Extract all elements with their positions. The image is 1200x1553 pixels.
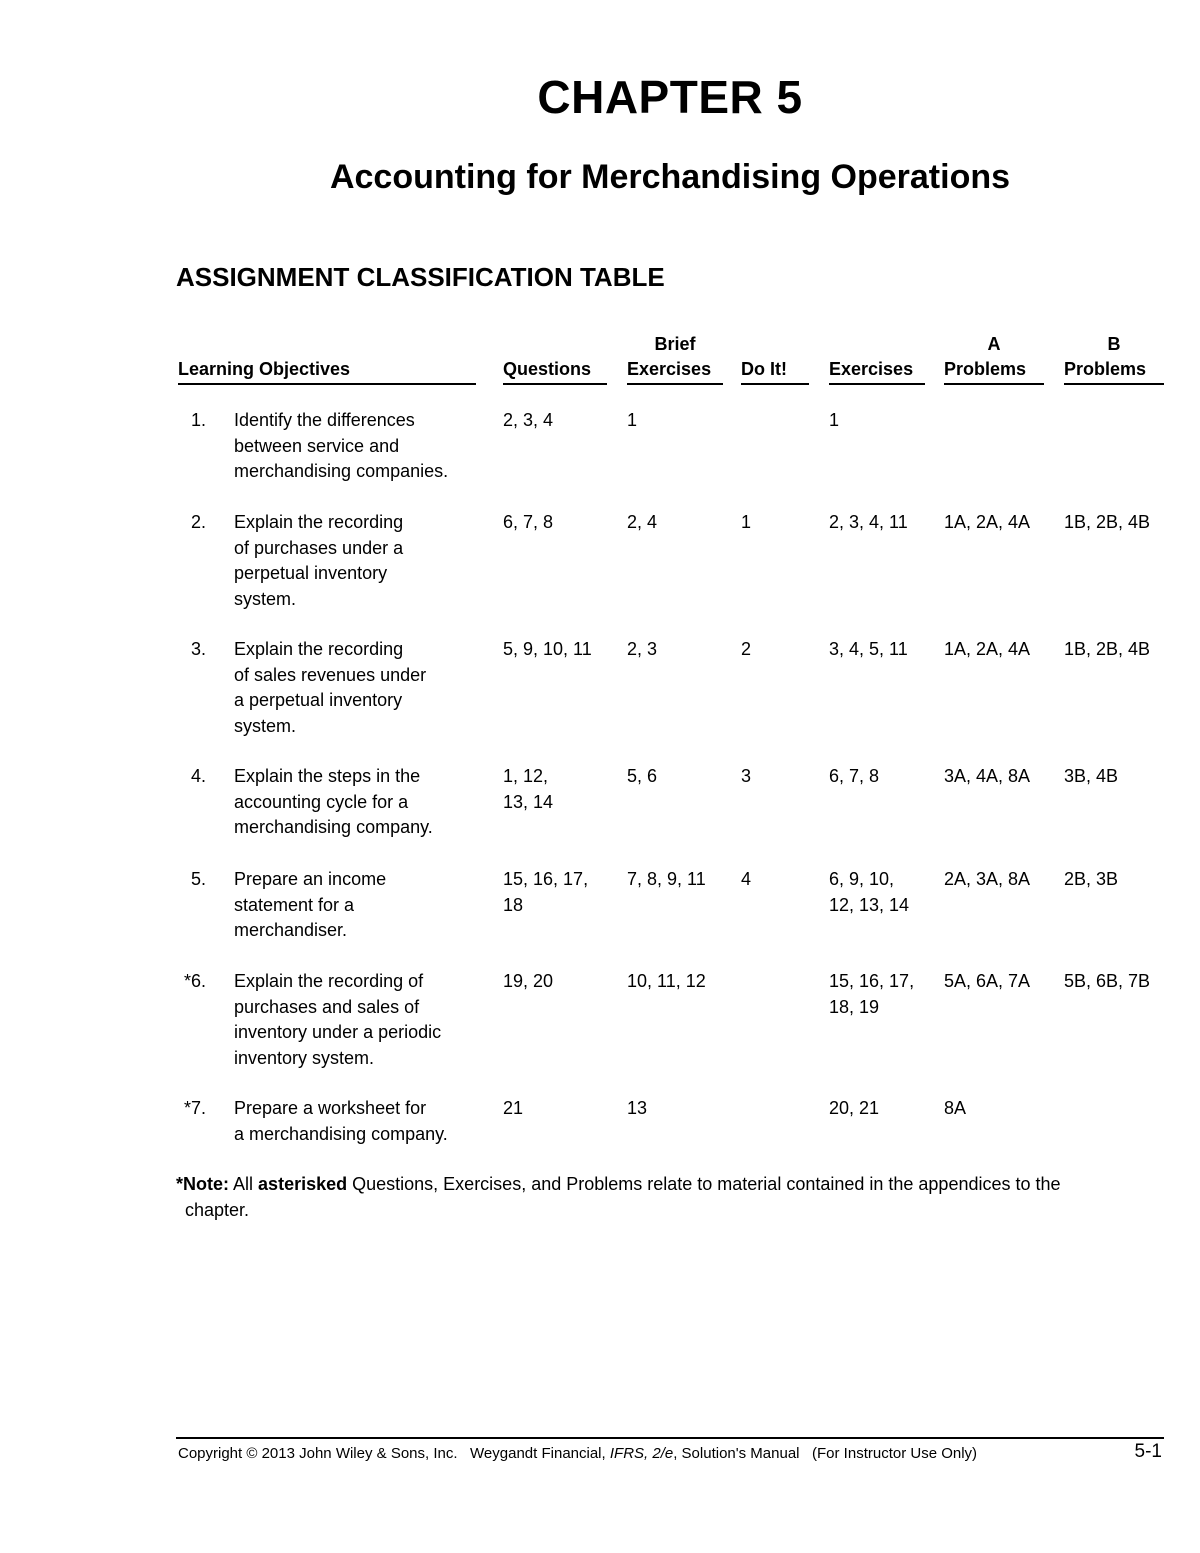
exercises-cell: 6, 7, 8 bbox=[829, 766, 880, 786]
objective-text: Explain the recording of purchases under a perpetual inventory system. bbox=[234, 512, 404, 609]
b-problems-cell: 1B, 2B, 4B bbox=[1064, 512, 1151, 532]
brief-exercises-cell: 2, 3 bbox=[627, 639, 658, 659]
table-row bbox=[0, 867, 1200, 969]
objective-number: 2. bbox=[190, 512, 206, 532]
page-number: 5-1 bbox=[1134, 1441, 1162, 1462]
note-text-line2: chapter. bbox=[185, 1199, 250, 1220]
table-row bbox=[0, 1096, 1200, 1166]
a-problems-cell: 3A, 4A, 8A bbox=[944, 766, 1031, 786]
table-row bbox=[0, 969, 1200, 1096]
objective-number: 5. bbox=[190, 869, 206, 889]
header-exercises bbox=[829, 332, 925, 385]
objective-text: Prepare an income statement for a merchandiser. bbox=[234, 869, 387, 940]
objective-number: 3. bbox=[190, 639, 206, 659]
brief-exercises-cell: 2, 4 bbox=[627, 512, 658, 532]
do-it-cell: 4 bbox=[741, 869, 752, 889]
table-row bbox=[0, 764, 1200, 867]
exercises-cell: 1 bbox=[829, 410, 840, 430]
questions-cell: 2, 3, 4 bbox=[503, 410, 554, 430]
table-row bbox=[0, 510, 1200, 637]
do-it-cell: 1 bbox=[741, 512, 752, 532]
brief-exercises-cell: 13 bbox=[627, 1098, 648, 1118]
chapter-subtitle: Accounting for Merchandising Operations bbox=[329, 158, 1011, 196]
brief-exercises-cell: 10, 11, 12 bbox=[627, 971, 706, 991]
brief-exercises-cell: 5, 6 bbox=[627, 766, 658, 786]
questions-cell: 15, 16, 17, 18 bbox=[503, 869, 589, 915]
footer-usage: (For Instructor Use Only) bbox=[812, 1445, 978, 1462]
header-learning-objectives bbox=[178, 332, 476, 385]
brief-exercises-cell: 1 bbox=[627, 410, 638, 430]
a-problems-cell: 1A, 2A, 4A bbox=[944, 639, 1031, 659]
questions-cell: 6, 7, 8 bbox=[503, 512, 554, 532]
section-title: ASSIGNMENT CLASSIFICATION TABLE bbox=[176, 262, 665, 292]
questions-cell: 5, 9, 10, 11 bbox=[503, 639, 592, 659]
note-text-line1: Questions, Exercises, and Problems relate to material contained in the appendices to the bbox=[352, 1174, 1061, 1194]
exercises-cell: 20, 21 bbox=[829, 1098, 880, 1118]
table-row bbox=[0, 637, 1200, 764]
footer-book-post: , Solution's Manual bbox=[673, 1445, 800, 1462]
objective-text: Explain the recording of sales revenues under a perpetual inventory system. bbox=[234, 639, 427, 736]
header-b-top: B bbox=[1107, 334, 1121, 354]
b-problems-cell: 2B, 3B bbox=[1064, 869, 1119, 889]
classification-table bbox=[0, 408, 1200, 1166]
b-problems-cell: 1B, 2B, 4B bbox=[1064, 639, 1151, 659]
header-b-problems bbox=[1064, 332, 1164, 385]
objective-number: *7. bbox=[183, 1098, 206, 1118]
chapter-heading: CHAPTER 5 bbox=[537, 71, 803, 123]
exercises-cell: 6, 9, 10, 12, 13, 14 bbox=[829, 869, 910, 915]
questions-cell: 1, 12, 13, 14 bbox=[503, 766, 554, 812]
a-problems-cell: 2A, 3A, 8A bbox=[944, 869, 1031, 889]
header-do-it bbox=[741, 332, 809, 385]
header-brief-top: Brief bbox=[654, 334, 696, 354]
header-a-problems bbox=[944, 332, 1044, 385]
footer-rule bbox=[176, 1437, 1164, 1439]
questions-cell: 21 bbox=[503, 1098, 524, 1118]
note-label: *Note: bbox=[176, 1174, 229, 1194]
header-a-top: A bbox=[987, 334, 1001, 354]
brief-exercises-cell: 7, 8, 9, 11 bbox=[627, 869, 706, 889]
note-bold-word: asterisked bbox=[258, 1174, 348, 1194]
header-b-bottom: Problems bbox=[1064, 357, 1164, 385]
questions-cell: 19, 20 bbox=[503, 971, 554, 991]
a-problems-cell: 1A, 2A, 4A bbox=[944, 512, 1031, 532]
objective-number: *6. bbox=[183, 971, 206, 991]
objective-text: Explain the recording of purchases and sales of inventory under a periodic inventory system. bbox=[234, 971, 442, 1068]
do-it-cell: 2 bbox=[741, 639, 752, 659]
footer-text bbox=[178, 1445, 977, 1462]
objective-text: Explain the steps in the accounting cycle for a merchandising company. bbox=[234, 766, 433, 837]
b-problems-cell: 3B, 4B bbox=[1064, 766, 1119, 786]
note-pre: All bbox=[233, 1174, 254, 1194]
objective-text: Identify the differences between service and merchandising companies. bbox=[234, 410, 449, 481]
header-brief-bottom: Exercises bbox=[627, 357, 723, 385]
footnote bbox=[176, 1172, 1166, 1223]
a-problems-cell: 8A bbox=[944, 1098, 967, 1118]
exercises-cell: 2, 3, 4, 11 bbox=[829, 512, 908, 532]
objective-number: 1. bbox=[190, 410, 206, 430]
table-row bbox=[0, 408, 1200, 510]
header-a-bottom: Problems bbox=[944, 357, 1044, 385]
footer-copyright: Copyright © 2013 John Wiley & Sons, Inc. bbox=[178, 1445, 458, 1462]
header-questions bbox=[503, 332, 607, 385]
objective-number: 4. bbox=[190, 766, 206, 786]
header-do-it-label: Do It! bbox=[741, 357, 809, 385]
do-it-cell: 3 bbox=[741, 766, 752, 786]
exercises-cell: 15, 16, 17, 18, 19 bbox=[829, 971, 915, 1017]
header-brief-exercises bbox=[627, 332, 723, 385]
footer-book-pre: Weygandt Financial, bbox=[470, 1445, 606, 1462]
header-learning-objectives-label: Learning Objectives bbox=[178, 357, 476, 385]
b-problems-cell: 5B, 6B, 7B bbox=[1064, 971, 1151, 991]
exercises-cell: 3, 4, 5, 11 bbox=[829, 639, 908, 659]
header-exercises-label: Exercises bbox=[829, 357, 925, 385]
a-problems-cell: 5A, 6A, 7A bbox=[944, 971, 1031, 991]
header-questions-label: Questions bbox=[503, 357, 607, 385]
footer-book-italic: IFRS, 2/e bbox=[609, 1445, 674, 1462]
objective-text: Prepare a worksheet for a merchandising company. bbox=[234, 1098, 448, 1144]
